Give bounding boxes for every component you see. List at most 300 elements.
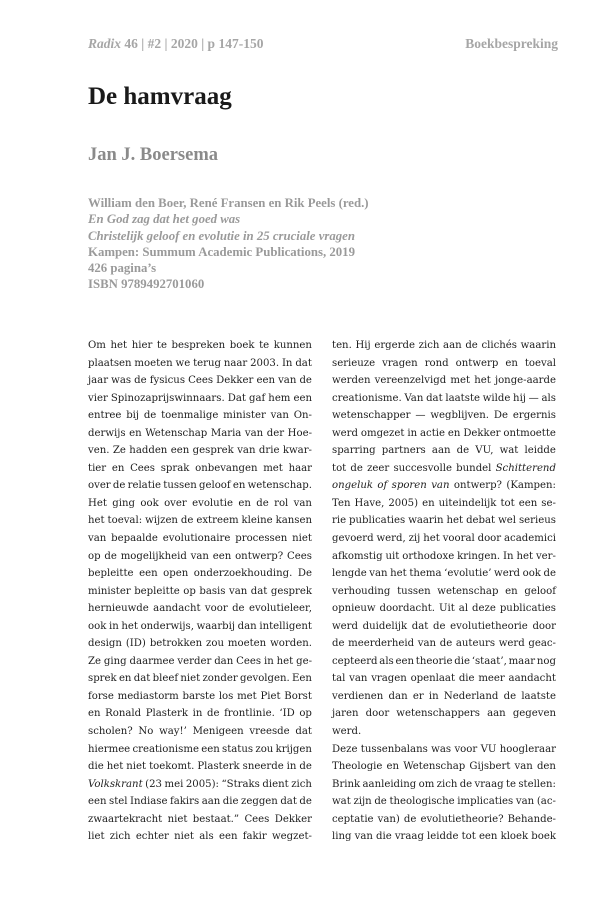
- journal-citation: [88, 36, 263, 52]
- word: ging: [112, 497, 135, 509]
- word: openlaat: [410, 673, 456, 685]
- article-title: De hamvraag: [88, 83, 232, 110]
- word: een: [88, 796, 107, 808]
- word: als: [199, 831, 214, 843]
- word: zich: [436, 778, 458, 790]
- running-header: [88, 36, 558, 54]
- word: in: [263, 655, 274, 667]
- word: verder: [177, 655, 212, 667]
- word: toekomt.: [149, 761, 195, 773]
- word: opnieuw: [332, 603, 376, 615]
- word: boek: [531, 831, 556, 843]
- word: Hij: [355, 340, 371, 351]
- word: dan: [388, 690, 408, 702]
- word: Spinozaprijswinnaars.: [110, 392, 225, 404]
- book-details: [88, 195, 528, 293]
- word: en: [238, 497, 251, 509]
- word: de: [256, 497, 269, 509]
- text-line: [88, 495, 312, 513]
- text-line: [332, 793, 556, 811]
- word: ceptatie: [332, 813, 374, 825]
- word: geac-: [528, 638, 556, 650]
- word: evolutietheorie?: [420, 813, 504, 825]
- word: van: [244, 427, 264, 439]
- word: Hoe-: [287, 427, 312, 439]
- word: het: [121, 620, 138, 632]
- word: zich: [418, 340, 440, 351]
- word: (ID): [125, 638, 146, 650]
- word: VU: [480, 743, 497, 755]
- word: een: [256, 375, 275, 387]
- word: ven.: [88, 445, 110, 457]
- word: met: [263, 462, 283, 474]
- word: Het: [88, 497, 107, 509]
- word: implicaties: [457, 796, 514, 808]
- word: bestaat.”: [192, 813, 240, 825]
- word: wegzet-: [271, 831, 312, 843]
- book-title: En God zag dat het goed was: [88, 212, 241, 227]
- text-line: [332, 372, 556, 390]
- word: bepaalde: [111, 533, 158, 545]
- word: Cees: [286, 550, 312, 562]
- word: zwaartekracht: [88, 813, 163, 825]
- text-line: [332, 355, 556, 373]
- word: en: [447, 427, 461, 439]
- word: dat: [250, 585, 268, 597]
- text-line: [332, 600, 556, 618]
- word: Deze: [332, 743, 358, 755]
- word: werd,: [376, 533, 406, 545]
- word: zonder: [202, 673, 238, 685]
- article-author: Jan J. Boersema: [88, 145, 218, 165]
- word: dat: [295, 357, 312, 369]
- word: niet: [180, 673, 201, 685]
- word: gegeven: [512, 708, 556, 720]
- word: 2005):: [185, 778, 219, 790]
- word: evolutionaire: [162, 533, 231, 545]
- word: vraag: [394, 831, 424, 843]
- journal-name: Radix: [88, 36, 122, 51]
- word: mei: [164, 778, 184, 790]
- word: aan: [487, 708, 506, 720]
- word: ‘ID: [279, 708, 295, 720]
- word: van: [190, 550, 209, 562]
- word: het: [88, 515, 105, 527]
- word: minister: [223, 410, 266, 422]
- word: serieus: [518, 515, 556, 527]
- word: werd: [332, 620, 358, 632]
- word: waarin: [520, 340, 556, 351]
- word: debat: [466, 515, 496, 527]
- word: rie: [332, 515, 347, 527]
- word: basis: [199, 585, 226, 597]
- word: aan: [431, 445, 451, 457]
- word: en: [505, 357, 518, 369]
- word: hem: [268, 392, 291, 404]
- word: een: [293, 392, 312, 404]
- word: van: [354, 831, 373, 843]
- word: VU,: [475, 445, 494, 457]
- word: met: [450, 375, 471, 387]
- word: status: [222, 743, 254, 755]
- word: de: [299, 796, 312, 808]
- word: de: [104, 550, 117, 562]
- word: Schitterend: [495, 462, 556, 474]
- word: ontmoette: [503, 427, 556, 439]
- word: een: [201, 743, 220, 755]
- word: kleine: [241, 515, 273, 527]
- text-line: [88, 512, 312, 530]
- word: jonge-aarde: [494, 375, 556, 387]
- word: Cees: [130, 462, 155, 474]
- word: de: [299, 375, 312, 387]
- text-line: [88, 635, 312, 653]
- word: ling: [332, 831, 352, 843]
- word: zou: [206, 638, 224, 650]
- text-line: [88, 670, 312, 688]
- word: gesprek: [270, 585, 312, 597]
- book-publisher: Kampen: Summum Academic Publications, 2019: [88, 244, 355, 259]
- word: en: [88, 708, 101, 720]
- word: tot: [500, 497, 515, 509]
- word: Uit: [438, 603, 455, 615]
- word: (ac-: [536, 796, 556, 808]
- word: we: [175, 357, 191, 369]
- text-line: [88, 583, 312, 601]
- word: een: [139, 568, 158, 580]
- word: stel: [109, 796, 128, 808]
- word: toeval:: [107, 515, 143, 527]
- word: Ze: [88, 655, 102, 667]
- word: evolutieleer,: [248, 603, 312, 615]
- word: bepleitte: [88, 568, 134, 580]
- word: way!’: [159, 726, 187, 738]
- word: leidde: [427, 831, 459, 843]
- word: tal: [332, 673, 346, 685]
- word: het: [516, 550, 534, 562]
- word: tot: [461, 831, 476, 843]
- word: en: [129, 427, 142, 439]
- word: kloek: [500, 831, 529, 843]
- word: ergernis: [512, 410, 556, 422]
- text-line: [332, 512, 556, 530]
- word: Maria: [210, 427, 242, 439]
- word: nog: [536, 655, 556, 667]
- word: publicaties: [499, 603, 556, 615]
- word: niet: [292, 533, 312, 545]
- word: processen: [235, 533, 288, 545]
- word: ook: [522, 568, 541, 580]
- word: van: [431, 480, 450, 492]
- word: zich: [109, 831, 131, 843]
- word: de: [134, 375, 147, 387]
- word: een: [212, 550, 232, 562]
- word: en: [111, 462, 125, 474]
- word: ook: [88, 620, 107, 632]
- text-line: [332, 425, 556, 443]
- word: toeval: [524, 357, 556, 369]
- word: rol: [274, 497, 289, 509]
- word: doordacht.: [379, 603, 436, 615]
- word: Plasterk: [145, 708, 189, 720]
- word: dat: [411, 620, 429, 632]
- text-line: [88, 723, 312, 741]
- word: Wetenschap: [403, 761, 466, 773]
- word: als: [541, 392, 556, 404]
- word: drie: [258, 445, 280, 457]
- word: tier: [88, 462, 107, 474]
- word: auteurs: [455, 638, 496, 650]
- word: fakir: [242, 831, 267, 843]
- word: over: [88, 480, 111, 492]
- text-line: [332, 723, 556, 741]
- word: gevolgen.: [240, 673, 290, 685]
- word: werden: [332, 375, 371, 387]
- word: aan: [443, 340, 462, 351]
- word: die: [88, 761, 104, 773]
- word: van: [88, 533, 107, 545]
- word: onderwijs,: [140, 620, 194, 632]
- word: als: [379, 655, 394, 667]
- word: vier: [88, 392, 108, 404]
- word: en: [505, 585, 518, 597]
- word: se-: [541, 497, 556, 509]
- word: om: [418, 778, 435, 790]
- text-line: [332, 407, 556, 425]
- word: die: [458, 673, 475, 685]
- word: bij: [126, 410, 140, 422]
- word: die: [375, 831, 392, 843]
- word: 2005): [388, 497, 419, 509]
- word: frontlinie.: [224, 708, 275, 720]
- word: vragen: [382, 357, 418, 369]
- body-column-left: [88, 337, 312, 846]
- word: omgezet: [360, 427, 405, 439]
- word: Have,: [354, 497, 385, 509]
- word: sparring: [332, 445, 376, 457]
- word: de: [112, 480, 126, 492]
- word: zou: [255, 743, 274, 755]
- word: kwar-: [282, 445, 312, 457]
- word: van: [417, 638, 437, 650]
- word: Van: [404, 392, 424, 404]
- word: aanleiding: [362, 778, 417, 790]
- text-line: [332, 688, 556, 706]
- word: die: [222, 796, 239, 808]
- text-line: [88, 548, 312, 566]
- word: De: [493, 410, 508, 422]
- word: Gijsbert: [469, 761, 511, 773]
- word: dat: [280, 796, 297, 808]
- text-line: [332, 583, 556, 601]
- word: kansen: [275, 515, 312, 527]
- word: Plasterk: [197, 761, 240, 773]
- word: partners: [381, 445, 426, 457]
- word: wetenschap: [437, 585, 499, 597]
- text-line: [332, 758, 556, 776]
- word: de: [350, 462, 363, 474]
- word: niet: [167, 813, 188, 825]
- text-line: [332, 653, 556, 671]
- word: plaatsen: [88, 357, 132, 369]
- word: niet: [174, 831, 194, 843]
- word: tussen: [163, 480, 197, 492]
- word: waarbij: [196, 620, 236, 632]
- word: den: [536, 761, 556, 773]
- word: het: [106, 761, 124, 773]
- word: vooral: [442, 533, 475, 545]
- word: de: [232, 603, 245, 615]
- word: sneerde: [242, 761, 284, 773]
- word: of: [377, 480, 388, 492]
- word: moeten: [134, 357, 173, 369]
- word: ontwerp: [455, 357, 499, 369]
- text-line: [332, 811, 556, 829]
- word: academici: [504, 533, 556, 545]
- book-editors: William den Boer, René Fransen en Rik Peels (red.): [88, 196, 369, 210]
- word: Menigeen: [192, 726, 244, 738]
- word: dat: [133, 673, 151, 685]
- word: vraag: [474, 778, 504, 790]
- word: een: [170, 445, 190, 457]
- word: derwijs: [88, 427, 126, 439]
- word: werd: [494, 568, 521, 580]
- word: wilde: [482, 392, 511, 404]
- word: —: [528, 392, 539, 404]
- word: clichés: [481, 340, 517, 351]
- word: Theologie: [332, 761, 383, 773]
- word: Ze: [112, 445, 126, 457]
- word: geloof: [198, 480, 231, 492]
- word: meer: [478, 673, 505, 685]
- word: ongeluk: [332, 480, 373, 492]
- word: bepleitte: [134, 585, 180, 597]
- word: thema: [409, 568, 442, 580]
- text-line: [88, 653, 312, 671]
- word: hadden: [129, 445, 168, 457]
- word: was: [111, 375, 132, 387]
- word: het: [276, 655, 294, 667]
- word: van: [270, 410, 289, 422]
- word: door: [365, 708, 390, 720]
- word: verhouding: [332, 585, 391, 597]
- word: Cees: [236, 655, 262, 667]
- word: liet: [88, 831, 105, 843]
- word: van: [515, 796, 535, 808]
- word: ontwerp?: [235, 550, 284, 562]
- word: en: [118, 673, 132, 685]
- word: ook: [140, 497, 159, 509]
- word: krijgen: [275, 743, 312, 755]
- word: de: [503, 690, 517, 702]
- text-line: [88, 793, 312, 811]
- text-line: [88, 530, 312, 548]
- word: mogelijkheid: [120, 550, 187, 562]
- word: tot: [332, 462, 347, 474]
- text-line: [88, 688, 312, 706]
- word: leidde: [524, 445, 556, 457]
- word: der: [266, 427, 285, 439]
- word: in: [192, 708, 203, 720]
- word: hiermee: [88, 743, 131, 755]
- word: een: [518, 497, 538, 509]
- word: No: [138, 726, 154, 738]
- word: daarmee: [129, 655, 175, 667]
- word: het: [474, 375, 491, 387]
- word: aan: [201, 796, 221, 808]
- word: echter: [135, 831, 169, 843]
- word: met: [237, 690, 257, 702]
- word: van: [237, 445, 256, 457]
- word: wat: [332, 796, 351, 808]
- word: bleef: [152, 673, 179, 685]
- word: Ronald: [105, 708, 142, 720]
- word: design: [88, 638, 122, 650]
- word: actie: [420, 427, 446, 439]
- word: On-: [293, 410, 312, 422]
- word: niet: [126, 761, 147, 773]
- word: theologische: [389, 796, 455, 808]
- word: aandacht: [153, 603, 201, 615]
- word: betrokken: [149, 638, 203, 650]
- word: Dekker: [216, 375, 254, 387]
- word: kringen.: [457, 550, 501, 562]
- word: in: [286, 761, 297, 773]
- word: te: [259, 340, 270, 351]
- word: zich: [291, 778, 312, 790]
- word: vreesde: [249, 726, 290, 738]
- word: bespreken: [171, 340, 226, 351]
- word: werd: [498, 638, 525, 650]
- word: en: [232, 480, 246, 492]
- word: gaf: [248, 392, 266, 404]
- book-subtitle: Christelijk geloof en evolutie in 25 cruciale vragen: [88, 228, 355, 243]
- text-line: [88, 390, 312, 408]
- word: gesprek: [192, 445, 234, 457]
- word: maar: [508, 655, 536, 667]
- word: in: [407, 427, 418, 439]
- word: verdienen: [332, 690, 384, 702]
- word: serieuze: [332, 357, 376, 369]
- word: worden.: [270, 638, 312, 650]
- word: ge-: [296, 655, 312, 667]
- word: fakirs: [169, 796, 200, 808]
- text-line: [332, 337, 556, 355]
- word: Cees: [244, 813, 270, 825]
- text-line: [332, 530, 556, 548]
- word: zij: [408, 533, 421, 545]
- book-isbn: ISBN 9789492701060: [88, 277, 205, 292]
- text-line: [88, 460, 312, 478]
- word: theorie: [415, 655, 453, 667]
- word: de: [439, 638, 453, 650]
- text-line: [88, 811, 312, 829]
- word: van: [278, 375, 297, 387]
- word: haar: [288, 462, 312, 474]
- word: door: [477, 533, 502, 545]
- word: wijzen: [145, 515, 178, 527]
- word: dient: [262, 778, 289, 790]
- word: de: [433, 620, 446, 632]
- text-line: [88, 618, 312, 636]
- word: wetenschap.: [247, 480, 312, 492]
- word: sprak: [160, 462, 190, 474]
- word: Ten: [332, 497, 351, 509]
- word: de: [543, 568, 556, 580]
- word: naar: [223, 357, 248, 369]
- word: duidelijk: [362, 620, 408, 632]
- word: door: [532, 620, 556, 632]
